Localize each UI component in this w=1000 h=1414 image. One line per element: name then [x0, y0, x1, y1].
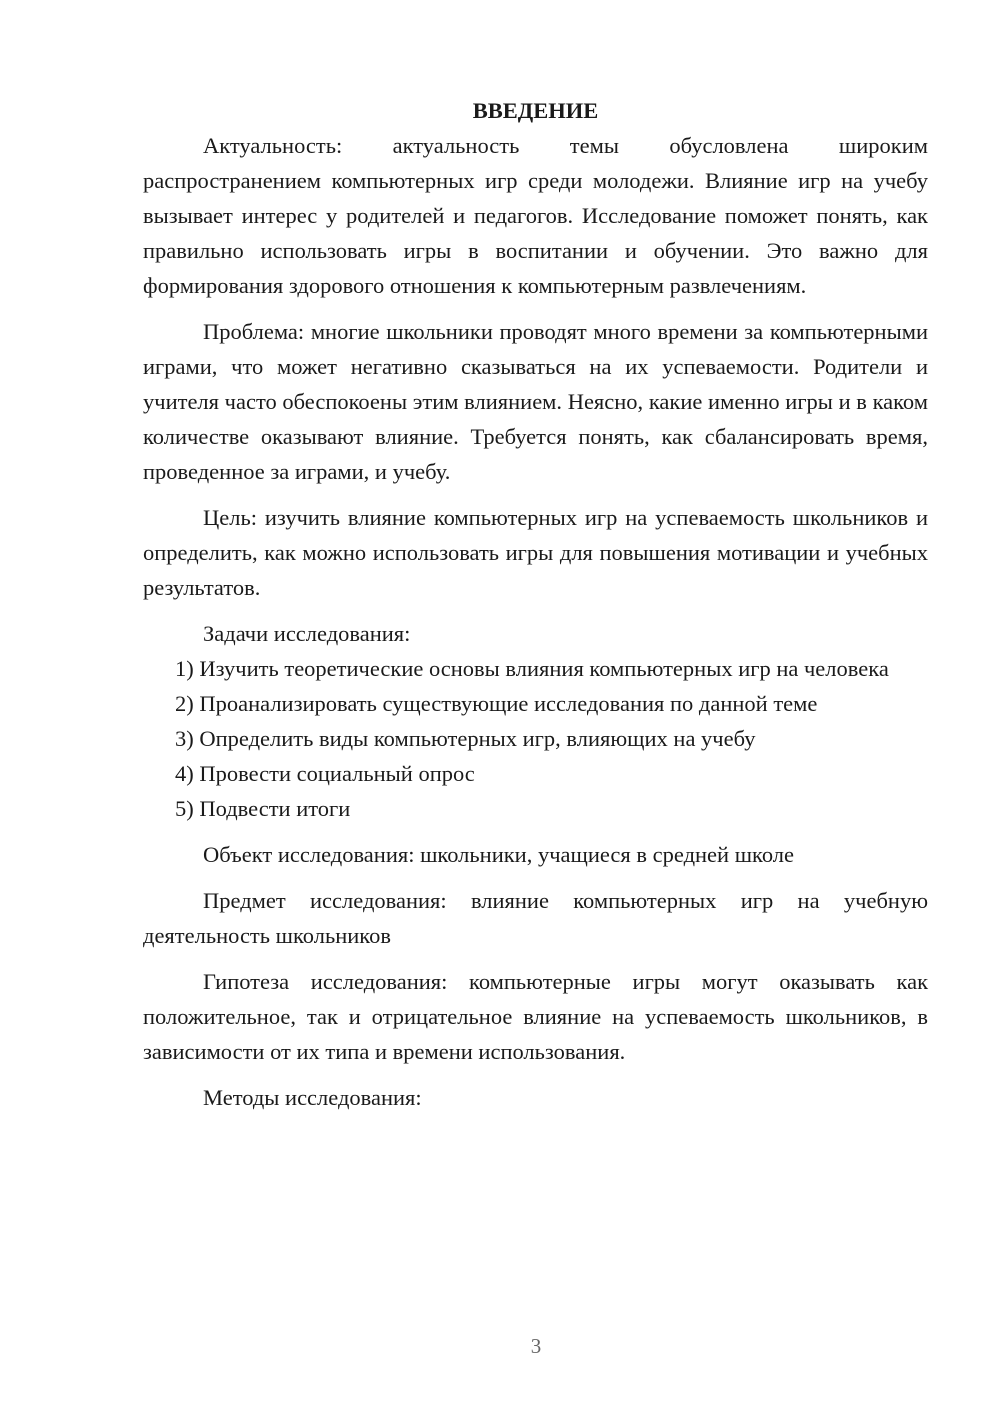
- task-item: 3) Определить виды компьютерных игр, влияющих на учебу: [175, 726, 756, 751]
- page-title: ВВЕДЕНИЕ: [472, 98, 599, 123]
- object-paragraph: Объект исследования: школьники, учащиеся в средней школе: [203, 842, 794, 867]
- subject-paragraph: Предмет исследования: влияние компьютерных игр на учебную деятельность школьников: [143, 888, 928, 948]
- tasks-list: [143, 651, 928, 826]
- task-item: 5) Подвести итоги: [175, 796, 351, 821]
- task-item: 4) Провести социальный опрос: [175, 761, 475, 786]
- tasks-heading: Задачи исследования:: [203, 621, 411, 646]
- methods-heading: Методы исследования:: [203, 1085, 422, 1110]
- task-item: 1) Изучить теоретические основы влияния компьютерных игр на человека: [175, 656, 889, 681]
- page-number: 3: [530, 1334, 542, 1358]
- problem-paragraph: Проблема: многие школьники проводят много времени за компьютерными играми, что может негативно сказываться на их успеваемости. Родители и учителя часто обеспокоены этим влиянием. Неясно, какие именно игры и в каком количестве оказывают влияние. Требуется понять, как сбалансировать время, проведенное за играми, и учебу.: [143, 319, 928, 484]
- relevance-paragraph: Актуальность: актуальность темы обусловлена широким распространением компьютерных игр среди молодежи. Влияние игр на учебу вызывает интерес у родителей и педагогов. Исследование поможет понять, как правильно использовать игры в воспитании и обучении. Это важно для формирования здорового отношения к компьютерным развлечениям.: [143, 133, 928, 298]
- hypothesis-paragraph: Гипотеза исследования: компьютерные игры могут оказывать как положительное, так и отрицательное влияние на успеваемость школьников, в зависимости от их типа и времени использования.: [143, 969, 928, 1064]
- task-item: 2) Проанализировать существующие исследования по данной теме: [175, 691, 818, 716]
- page-content: [143, 93, 928, 1115]
- goal-paragraph: Цель: изучить влияние компьютерных игр на успеваемость школьников и определить, как можно использовать игры для повышения мотивации и учебных результатов.: [143, 505, 928, 600]
